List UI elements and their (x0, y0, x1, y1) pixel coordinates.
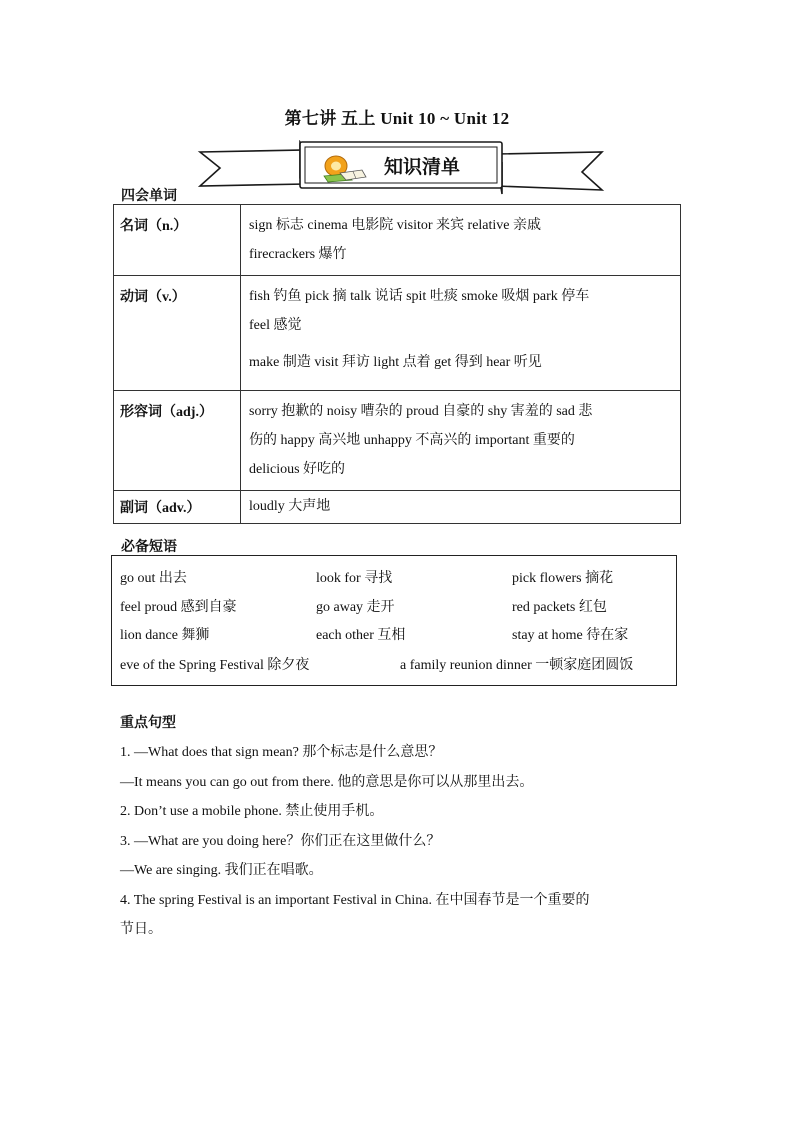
phrases-heading: 必备短语 (121, 540, 177, 555)
knowledge-list-banner (196, 140, 606, 198)
sentence-line: 2. Don’t use a mobile phone. 禁止使用手机。 (120, 804, 384, 819)
sentence-line: —We are singing. 我们正在唱歌。 (120, 863, 323, 878)
phrase-item: a family reunion dinner 一顿家庭团圆饭 (400, 658, 634, 673)
words-adverb (241, 491, 681, 524)
vocab-table (113, 204, 681, 524)
word-line: fish 钓鱼 pick 摘 talk 说话 spit 吐痰 smoke 吸烟 park 停车 (249, 289, 590, 304)
words-verb (241, 276, 681, 391)
sentence-line: 3. —What are you doing here？你们正在这里做什么？ (120, 833, 441, 849)
table-row (114, 491, 681, 524)
phrases-box (111, 555, 677, 686)
word-line: 伤的 happy 高兴地 unhappy 不高兴的 important 重要的 (249, 433, 575, 448)
table-row (114, 276, 681, 391)
word-line: make 制造 visit 拜访 light 点着 get 得到 hear 听见 (249, 355, 542, 370)
phrase-item: go out 出去 (120, 571, 187, 586)
table-row (114, 205, 681, 276)
word-line: delicious 好吃的 (249, 462, 346, 477)
key-sentences (120, 738, 680, 945)
phrase-item: each other 互相 (316, 628, 406, 643)
word-line: firecrackers 爆竹 (249, 247, 347, 262)
banner-label: 知识清单 (383, 156, 461, 178)
phrase-item: look for 寻找 (316, 571, 393, 586)
word-line: loudly 大声地 (249, 499, 331, 514)
phrase-item: eve of the Spring Festival 除夕夜 (120, 658, 310, 673)
category-verb: 动词（v.） (114, 276, 241, 391)
word-line: feel 感觉 (249, 318, 302, 333)
words-adjective (241, 391, 681, 491)
category-noun: 名词（n.） (114, 205, 241, 276)
sentence-line: 4. The spring Festival is an important Festival in China. 在中国春节是一个重要的 (120, 892, 590, 908)
vocab-heading: 四会单词 (121, 189, 177, 204)
category-adverb: 副词（adv.） (114, 491, 241, 524)
word-line: sign 标志 cinema 电影院 visitor 来宾 relative 亲戚 (249, 218, 542, 233)
sentence-line: 节日。 (120, 922, 162, 937)
category-adjective: 形容词（adj.） (114, 391, 241, 491)
phrase-item: red packets 红包 (512, 600, 607, 615)
sentence-line: —It means you can go out from there. 他的意思是你可以从那里出去。 (120, 774, 534, 790)
phrase-item: pick flowers 摘花 (512, 571, 614, 586)
phrase-item: lion dance 舞狮 (120, 628, 210, 643)
phrase-item: go away 走开 (316, 600, 395, 615)
sentence-line: 1. —What does that sign mean? 那个标志是什么意思？ (120, 745, 443, 760)
table-row (114, 391, 681, 491)
page-title: 第七讲 五上 Unit 10 ~ Unit 12 (284, 109, 510, 128)
word-line: sorry 抱歉的 noisy 嘈杂的 proud 自豪的 shy 害羞的 sad 悲 (249, 404, 593, 419)
phrase-item: feel proud 感到自豪 (120, 600, 237, 615)
sentences-heading: 重点句型 (120, 716, 176, 731)
phrase-item: stay at home 待在家 (512, 628, 629, 643)
words-noun (241, 205, 681, 276)
